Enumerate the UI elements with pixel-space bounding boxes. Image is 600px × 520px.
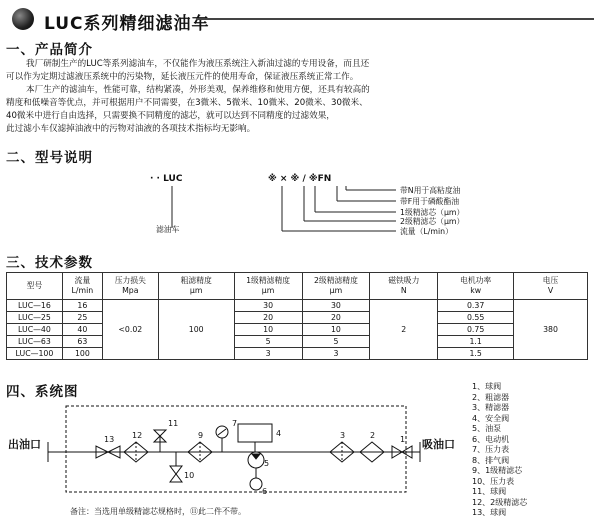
col-pressure: 压力损失 Mpa	[102, 273, 158, 300]
system-note: 备注：当选用单级精滤芯规格时，⑪此二件不带。	[70, 507, 246, 516]
pressure-gauge-10-icon	[170, 452, 182, 482]
legend-item: 11、球阀	[472, 487, 507, 496]
cell-motor: 0.37	[438, 300, 514, 312]
label-p2: 2级精滤芯（μm）	[400, 217, 465, 226]
legend-item: 9、1级精滤芯	[472, 466, 523, 475]
legend-item: 1、球阀	[472, 382, 502, 391]
pressure-gauge-7-icon	[216, 426, 228, 452]
cell-model: LUC—63	[7, 336, 63, 348]
intro-line-2: 可以作为定期过滤液压系统中的污染物，延长液压元件的使用寿命，保证液压系统正常工作。	[6, 72, 359, 82]
label-p1: 1级精滤芯（μm）	[400, 208, 465, 217]
cell-fine2: 3	[302, 348, 370, 360]
cell-fine2: 10	[302, 324, 370, 336]
legend-item: 7、压力表	[472, 445, 510, 454]
intro-line-3: 本厂生产的滤油车，性能可靠，结构紧凑，外形美观，保养维修和使用方便，还具有较高的	[26, 85, 370, 95]
section-heading-intro: 一、产品简介	[6, 42, 93, 58]
model-code-prefix: · · LUC	[150, 174, 183, 184]
num-1: 1	[400, 435, 406, 444]
legend-item: 12、2级精滤芯	[472, 497, 528, 507]
cell-fine1: 5	[234, 336, 302, 348]
legend-item: 8、排气阀	[472, 455, 510, 465]
motor-6-icon	[250, 478, 262, 490]
cell-model: LUC—40	[7, 324, 63, 336]
col-fine2: 2级精滤精度 μm	[302, 273, 370, 300]
num-11: 11	[168, 419, 179, 428]
cell-fine2: 5	[302, 336, 370, 348]
num-13: 13	[104, 435, 115, 444]
oil-pump-5-icon	[248, 452, 264, 478]
page-title: LUC系列精细滤油车	[44, 14, 210, 34]
num-12: 12	[132, 431, 143, 440]
section-heading-spec: 三、技术参数	[6, 255, 93, 271]
legend-item: 10、压力表	[472, 476, 515, 486]
section-heading-system: 四、系统图	[6, 384, 79, 400]
num-5: 5	[264, 459, 270, 468]
cell-motor: 1.1	[438, 336, 514, 348]
col-voltage: 电压 V	[514, 273, 588, 300]
table-row	[7, 348, 588, 360]
cell-fine2: 20	[302, 312, 370, 324]
legend-item: 5、油泵	[472, 424, 502, 433]
label-f: 带F用于磷酸酯油	[400, 197, 460, 206]
num-3: 3	[340, 431, 346, 440]
cell-motor: 0.55	[438, 312, 514, 324]
cell-model: LUC—16	[7, 300, 63, 312]
cell-fine1: 10	[234, 324, 302, 336]
cell-magnet: 2	[370, 300, 438, 360]
outlet-label: 出油口	[8, 438, 41, 451]
model-code-suffix: ※ × ※ / ※FN	[268, 174, 332, 184]
num-2: 2	[370, 431, 376, 440]
num-4: 4	[276, 429, 282, 438]
num-6: 6	[262, 487, 268, 496]
cell-motor: 0.75	[438, 324, 514, 336]
cell-fine1: 30	[234, 300, 302, 312]
system-diagram	[0, 396, 470, 506]
label-car: 滤油车	[156, 225, 180, 234]
spec-table	[6, 272, 588, 360]
col-fine1: 1级精滤精度 μm	[234, 273, 302, 300]
cell-motor: 1.5	[438, 348, 514, 360]
intro-line-4: 精度和低噪音等优点，并可根据用户不同需要，在3微米、5微米、10微米、20微米、30微米、	[6, 98, 368, 108]
legend-item: 4、安全阀	[472, 413, 510, 423]
num-7: 7	[232, 419, 238, 428]
col-magnet: 磁铁吸力 N	[370, 273, 438, 300]
num-9: 9	[198, 431, 204, 440]
cell-flow: 63	[62, 336, 102, 348]
system-legend	[472, 382, 527, 519]
cell-flow: 40	[62, 324, 102, 336]
legend-item: 2、粗滤器	[472, 392, 510, 402]
num-10: 10	[184, 471, 195, 480]
label-flow: 流量（L/min）	[400, 227, 453, 236]
cell-voltage: 380	[514, 300, 588, 360]
intro-line-5: 40微米中进行自由选择，只需要换不同精度的滤芯，就可以达到不同精度的过滤效果，	[6, 111, 335, 121]
table-row	[7, 336, 588, 348]
section-heading-model: 二、型号说明	[6, 150, 93, 166]
cell-coarse: 100	[158, 300, 234, 360]
cell-fine1: 20	[234, 312, 302, 324]
intro-line-6: 此过滤小车仅滤掉油液中的污物对油液的各项技术指标均无影响。	[6, 124, 256, 134]
cell-model: LUC—100	[7, 348, 63, 360]
ball-valve-11-icon	[154, 430, 166, 452]
table-row	[7, 312, 588, 324]
cell-model: LUC—25	[7, 312, 63, 324]
table-row	[7, 300, 588, 312]
legend-item: 3、精滤器	[472, 403, 510, 412]
col-model: 型号	[7, 273, 63, 300]
cell-flow: 100	[62, 348, 102, 360]
inlet-label: 吸油口	[422, 438, 455, 451]
legend-item: 6、电动机	[472, 434, 510, 444]
col-flow: 流量 L/min	[62, 273, 102, 300]
cell-fine1: 3	[234, 348, 302, 360]
intro-line-1: 我厂研制生产的LUC等系列滤油车，不仅能作为液压系统注入新油过滤的专用设备，而且还	[26, 59, 370, 69]
label-fn: 带N用于高粘度油	[400, 186, 461, 195]
cell-fine2: 30	[302, 300, 370, 312]
cell-flow: 16	[62, 300, 102, 312]
cell-flow: 25	[62, 312, 102, 324]
cell-pressure: <0.02	[102, 300, 158, 360]
spec-header-row	[7, 273, 588, 300]
col-motor: 电机功率 kw	[438, 273, 514, 300]
legend-item: 13、球阀	[472, 508, 507, 517]
table-row	[7, 324, 588, 336]
safety-valve-4-icon	[238, 424, 272, 452]
col-coarse: 粗滤精度 μm	[158, 273, 234, 300]
